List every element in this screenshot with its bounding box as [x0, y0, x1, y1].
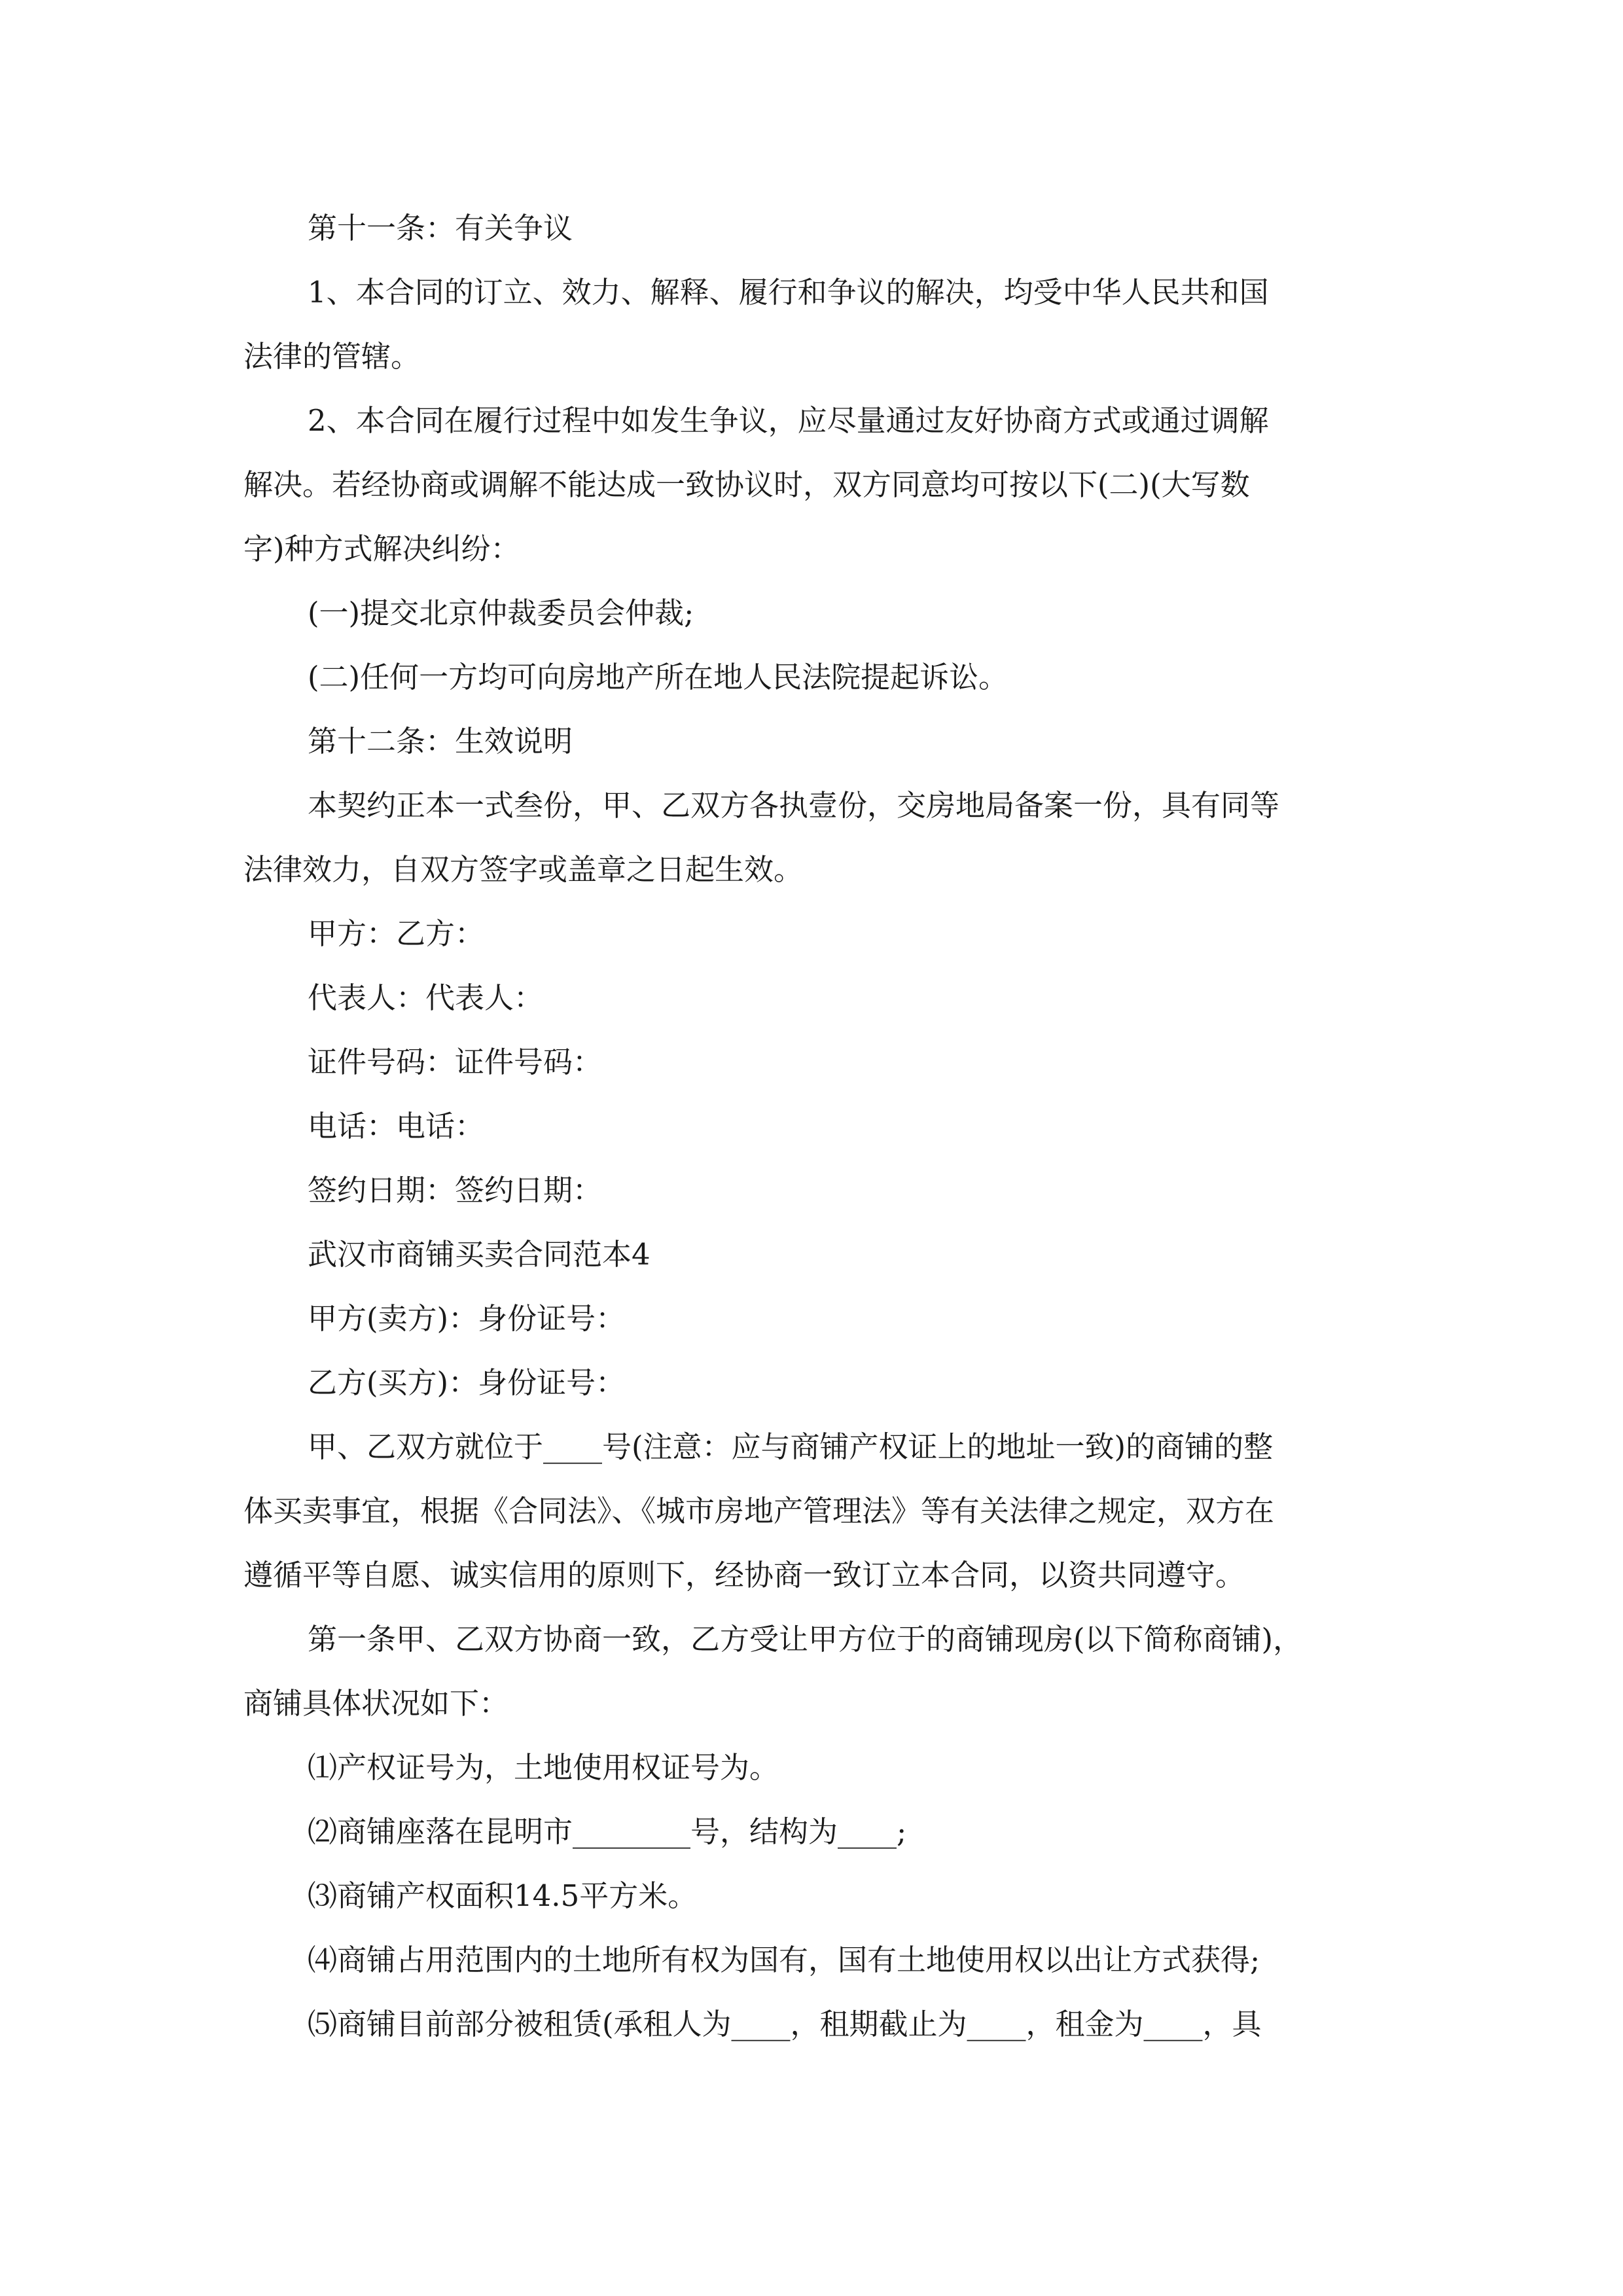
signature-date-line: 签约日期：签约日期： [308, 1173, 603, 1208]
paragraph-line: 解决。若经协商或调解不能达成一致协议时，双方同意均可按以下(二)(大写数 [243, 467, 1250, 502]
list-item: ⑸商铺目前部分被租赁(承租人为____，租期截止为____，租金为____，具 [308, 2007, 1262, 2041]
paragraph-line: 商铺具体状况如下： [243, 1686, 509, 1721]
paragraph-line: 体买卖事宜，根据《合同法》、《城市房地产管理法》等有关法律之规定，双方在 [243, 1494, 1275, 1528]
list-item: (二)任何一方均可向房地产所在地人民法院提起诉讼。 [308, 660, 1008, 694]
paragraph-line: 法律效力，自双方签字或盖章之日起生效。 [243, 852, 804, 887]
seller-line: 甲方(卖方)：身份证号： [308, 1301, 626, 1336]
list-item: ⑷商铺占用范围内的土地所有权为国有，国有土地使用权以出让方式获得; [308, 1943, 1260, 1977]
list-item: (一)提交北京仲裁委员会仲裁; [308, 596, 694, 630]
list-item: ⑶商铺产权面积14.5平方米。 [308, 1878, 698, 1913]
signature-party-line: 甲方：乙方： [308, 916, 485, 951]
signature-id-line: 证件号码：证件号码： [308, 1045, 603, 1079]
document-body [243, 196, 1382, 2056]
paragraph-line: 2、本合同在履行过程中如发生争议，应尽量通过友好协商方式或通过调解 [308, 403, 1269, 438]
buyer-line: 乙方(买方)：身份证号： [308, 1365, 626, 1400]
article-1-line: 第一条甲、乙双方协商一致，乙方受让甲方位于的商铺现房(以下简称商铺)， [308, 1622, 1303, 1657]
paragraph-line: 甲、乙双方就位于____号(注意：应与商铺产权证上的地址一致)的商铺的整 [308, 1429, 1274, 1464]
list-item: ⑵商铺座落在昆明市________号，结构为____; [308, 1814, 907, 1849]
list-item: ⑴产权证号为，土地使用权证号为。 [308, 1750, 779, 1785]
paragraph-line: 字)种方式解决纠纷： [243, 531, 520, 566]
article-12-heading: 第十二条：生效说明 [308, 724, 573, 759]
paragraph-line: 本契约正本一式叁份，甲、乙双方各执壹份，交房地局备案一份，具有同等 [308, 788, 1280, 823]
contract-title: 武汉市商铺买卖合同范本4 [308, 1237, 651, 1272]
article-11-heading: 第十一条：有关争议 [308, 211, 573, 245]
paragraph-line: 遵循平等自愿、诚实信用的原则下，经协商一致订立本合同，以资共同遵守。 [243, 1558, 1245, 1592]
signature-representative-line: 代表人：代表人： [308, 980, 544, 1015]
paragraph-line: 法律的管辖。 [243, 339, 421, 374]
signature-phone-line: 电话：电话： [308, 1109, 485, 1143]
paragraph-line: 1、本合同的订立、效力、解释、履行和争议的解决，均受中华人民共和国 [308, 275, 1269, 310]
